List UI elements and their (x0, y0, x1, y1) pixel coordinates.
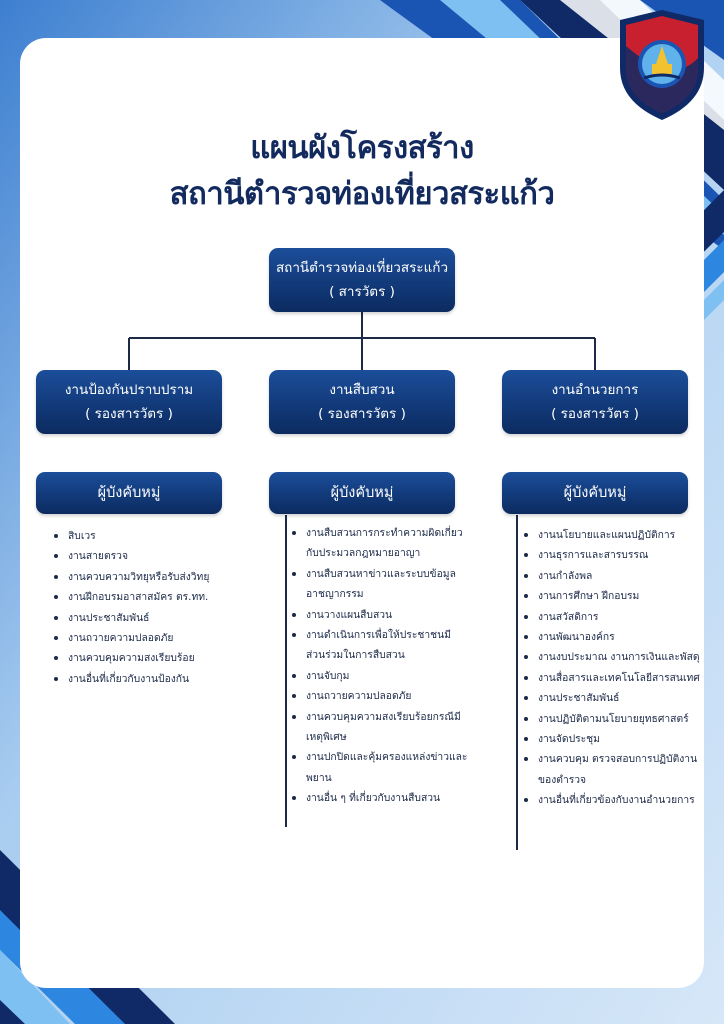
list-item: งานสื่อสารและเทคโนโลยีสารสนเทศ (522, 668, 700, 688)
list-item: งานถวายความปลอดภัย (52, 628, 252, 648)
list-item: งานปกปิดและคุ้มครองแหล่งข่าวและพยาน (290, 747, 468, 788)
police-badge-logo (612, 6, 712, 124)
list-item: งานควบคุมความสงเรียบร้อย (52, 648, 252, 668)
list-item: งานวางแผนสืบสวน (290, 605, 468, 625)
list-item: งานควบความวิทยุหรือรับส่งวิทยุ (52, 567, 252, 587)
list-item: งานพัฒนาองค์กร (522, 627, 700, 647)
division-role: ( รองสารวัตร ) (318, 406, 406, 422)
list-item: งานอื่นที่เกี่ยวกับงานป้องกัน (52, 669, 252, 689)
list-item: งานจัดประชุม (522, 729, 700, 749)
list-item: งานปฏิบัติตามนโยบายยุทธศาสตร์ (522, 709, 700, 729)
list-item: งานอื่น ๆ ที่เกี่ยวกับงานสืบสวน (290, 788, 468, 808)
station-head-role: ( สารวัตร ) (329, 284, 395, 300)
list-item: สิบเวร (52, 526, 252, 546)
page-title-line-1: แผนผังโครงสร้าง (250, 130, 474, 166)
station-head-box (269, 248, 455, 312)
squad-leader-label: ผู้บังคับหมู่ (97, 485, 161, 501)
squad-leader-box-prevention (36, 472, 222, 514)
list-item: งานกำลังพล (522, 566, 700, 586)
squad-leader-box-investigation (269, 472, 455, 514)
list-item: งานสืบสวนหาข่าวและระบบข้อมูลอาชญากรรม (290, 564, 468, 605)
list-item: งานถวายความปลอดภัย (290, 686, 468, 706)
division-box-prevention (36, 370, 222, 434)
squad-leader-box-administration (502, 472, 688, 514)
list-item: งานสวัสดิการ (522, 607, 700, 627)
division-role: ( รองสารวัตร ) (551, 406, 639, 422)
list-item: งานอื่นที่เกี่ยวข้องกับงานอำนวยการ (522, 790, 700, 810)
task-list-prevention (52, 526, 252, 689)
list-item: งานดำเนินการเพื่อให้ประชาชนมีส่วนร่วมในการสืบสวน (290, 625, 468, 666)
division-box-administration (502, 370, 688, 434)
station-head-name: สถานีตำรวจท่องเที่ยวสระแก้ว (275, 260, 449, 276)
page-title-line-2: สถานีตำรวจท่องเที่ยวสระแก้ว (169, 176, 555, 212)
list-item: งานควบคุม ตรวจสอบการปฏิบัติงานของตำรวจ (522, 749, 700, 790)
squad-leader-label: ผู้บังคับหมู่ (330, 485, 394, 501)
division-name: งานป้องกันปราบปราม (64, 382, 194, 398)
list-item: งานนโยบายและแผนปฏิบัติการ (522, 525, 700, 545)
list-item: งานควบคุมความสงเรียบร้อยกรณีมีเหตุพิเศษ (290, 707, 468, 748)
list-item: งานจับกุม (290, 666, 468, 686)
division-name: งานสืบสวน (329, 382, 395, 398)
police-badge-icon (612, 6, 712, 124)
squad-leader-label: ผู้บังคับหมู่ (563, 485, 627, 501)
division-box-investigation (269, 370, 455, 434)
list-item: งานการศึกษา ฝึกอบรม (522, 586, 700, 606)
task-list-investigation (290, 523, 468, 809)
division-role: ( รองสารวัตร ) (85, 406, 173, 422)
list-item: งานประชาสัมพันธ์ (522, 688, 700, 708)
list-item: งานฝึกอบรมอาสาสมัคร ตร.ทท. (52, 587, 252, 607)
list-item: งานสายตรวจ (52, 546, 252, 566)
list-item: งานธุรการและสารบรรณ (522, 545, 700, 565)
list-item: งานงบประมาณ งานการเงินและพัสดุ (522, 647, 700, 667)
list-divider-administration (516, 515, 518, 850)
list-item: งานสืบสวนการกระทำความผิดเกี่ยวกับประมวลกฎหมายอาญา (290, 523, 468, 564)
division-name: งานอำนวยการ (551, 382, 639, 398)
list-divider-investigation (285, 515, 287, 827)
list-item: งานประชาสัมพันธ์ (52, 608, 252, 628)
task-list-administration (522, 525, 700, 811)
